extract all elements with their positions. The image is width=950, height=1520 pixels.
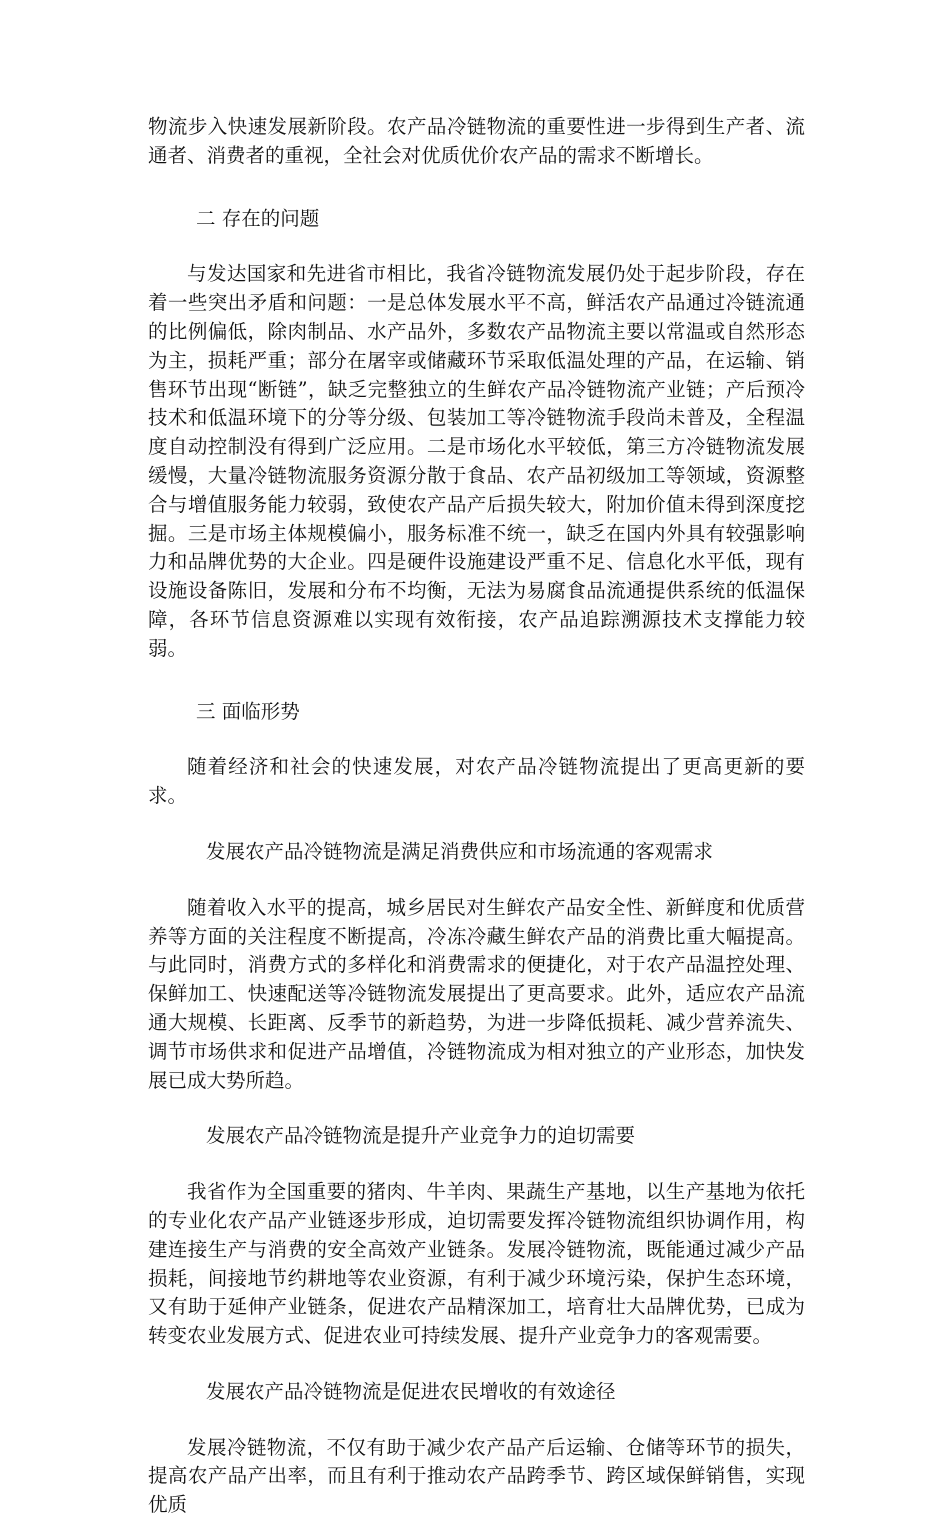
subheading-competitiveness: 发展农产品冷链物流是提升产业竞争力的迫切需要 — [206, 1124, 636, 1148]
farmer-income-paragraph: 发展冷链物流，不仅有助于减少农产品产后运输、仓储等环节的损失，提高农产品产出率，而且有利于推动农产品跨季节、跨区域保鲜销售，实现优质 — [148, 1435, 805, 1517]
subheading-consumer-demand: 发展农产品冷链物流是满足消费供应和市场流通的客观需求 — [206, 839, 714, 863]
section-heading-problems: 二 存在的问题 — [196, 206, 320, 230]
problems-paragraph: 与发达国家和先进省市相比，我省冷链物流发展仍处于起步阶段，存在着一些突出矛盾和问题：一是总体发展水平不高，鲜活农产品通过冷链流通的比例偏低，除肉制品、水产品外，多数农产品物流主要以常温或自然形态为主，损耗严重；部分在屠宰或储藏环节采取低温处理的产品，在运输、销售环节出现“断链”，缺乏完整独立的生鲜农产品冷链物流产业链；产后预冷技术和低温环境下的分等分级、包装加工等冷链物流手段尚未普及，全程温度自动控制没有得到广泛应用。二是市场化水平较低，第三方冷链物流发展缓慢，大量冷链物流服务资源分散于食品、农产品初级加工等领域，资源整合与增值服务能力较弱，致使农产品产后损失较大，附加价值未得到深度挖掘。三是市场主体规模偏小，服务标准不统一，缺乏在国内外具有较强影响力和品牌优势的大企业。四是硬件设施建设严重不足、信息化水平低，现有设施设备陈旧，发展和分布不均衡，无法为易腐食品流通提供系统的低温保障，各环节信息资源难以实现有效衔接，农产品追踪溯源技术支撑能力较弱。 — [148, 262, 805, 660]
consumer-demand-paragraph: 随着收入水平的提高，城乡居民对生鲜农产品安全性、新鲜度和优质营养等方面的关注程度不断提高，冷冻冷藏生鲜农产品的消费比重大幅提高。与此同时，消费方式的多样化和消费需求的便捷化，对于农产品温控处理、保鲜加工、快速配送等冷链物流发展提出了更高要求。此外，适应农产品流通大规模、长距离、反季节的新趋势，为进一步降低损耗、减少营养流失、调节市场供求和促进产品增值，冷链物流成为相对独立的产业形态，加快发展已成大势所趋。 — [148, 895, 805, 1092]
subheading-farmer-income: 发展农产品冷链物流是促进农民增收的有效途径 — [206, 1379, 616, 1403]
competitiveness-paragraph: 我省作为全国重要的猪肉、牛羊肉、果蔬生产基地，以生产基地为依托的专业化农产品产业链逐步形成，迫切需要发挥冷链物流组织协调作用，构建连接生产与消费的安全高效产业链条。发展冷链物流，既能通过减少产品损耗，间接地节约耕地等农业资源，有利于减少环境污染，保护生态环境，又有助于延伸产业链条，促进农产品精深加工，培育壮大品牌优势，已成为转变农业发展方式、促进农业可持续发展、提升产业竞争力的客观需要。 — [148, 1180, 805, 1348]
section-heading-situation: 三 面临形势 — [196, 699, 300, 723]
intro-continuation-paragraph: 物流步入快速发展新阶段。农产品冷链物流的重要性进一步得到生产者、流通者、消费者的重视，全社会对优质优价农产品的需求不断增长。 — [148, 115, 805, 167]
situation-intro-paragraph: 随着经济和社会的快速发展，对农产品冷链物流提出了更高更新的要求。 — [148, 755, 805, 808]
